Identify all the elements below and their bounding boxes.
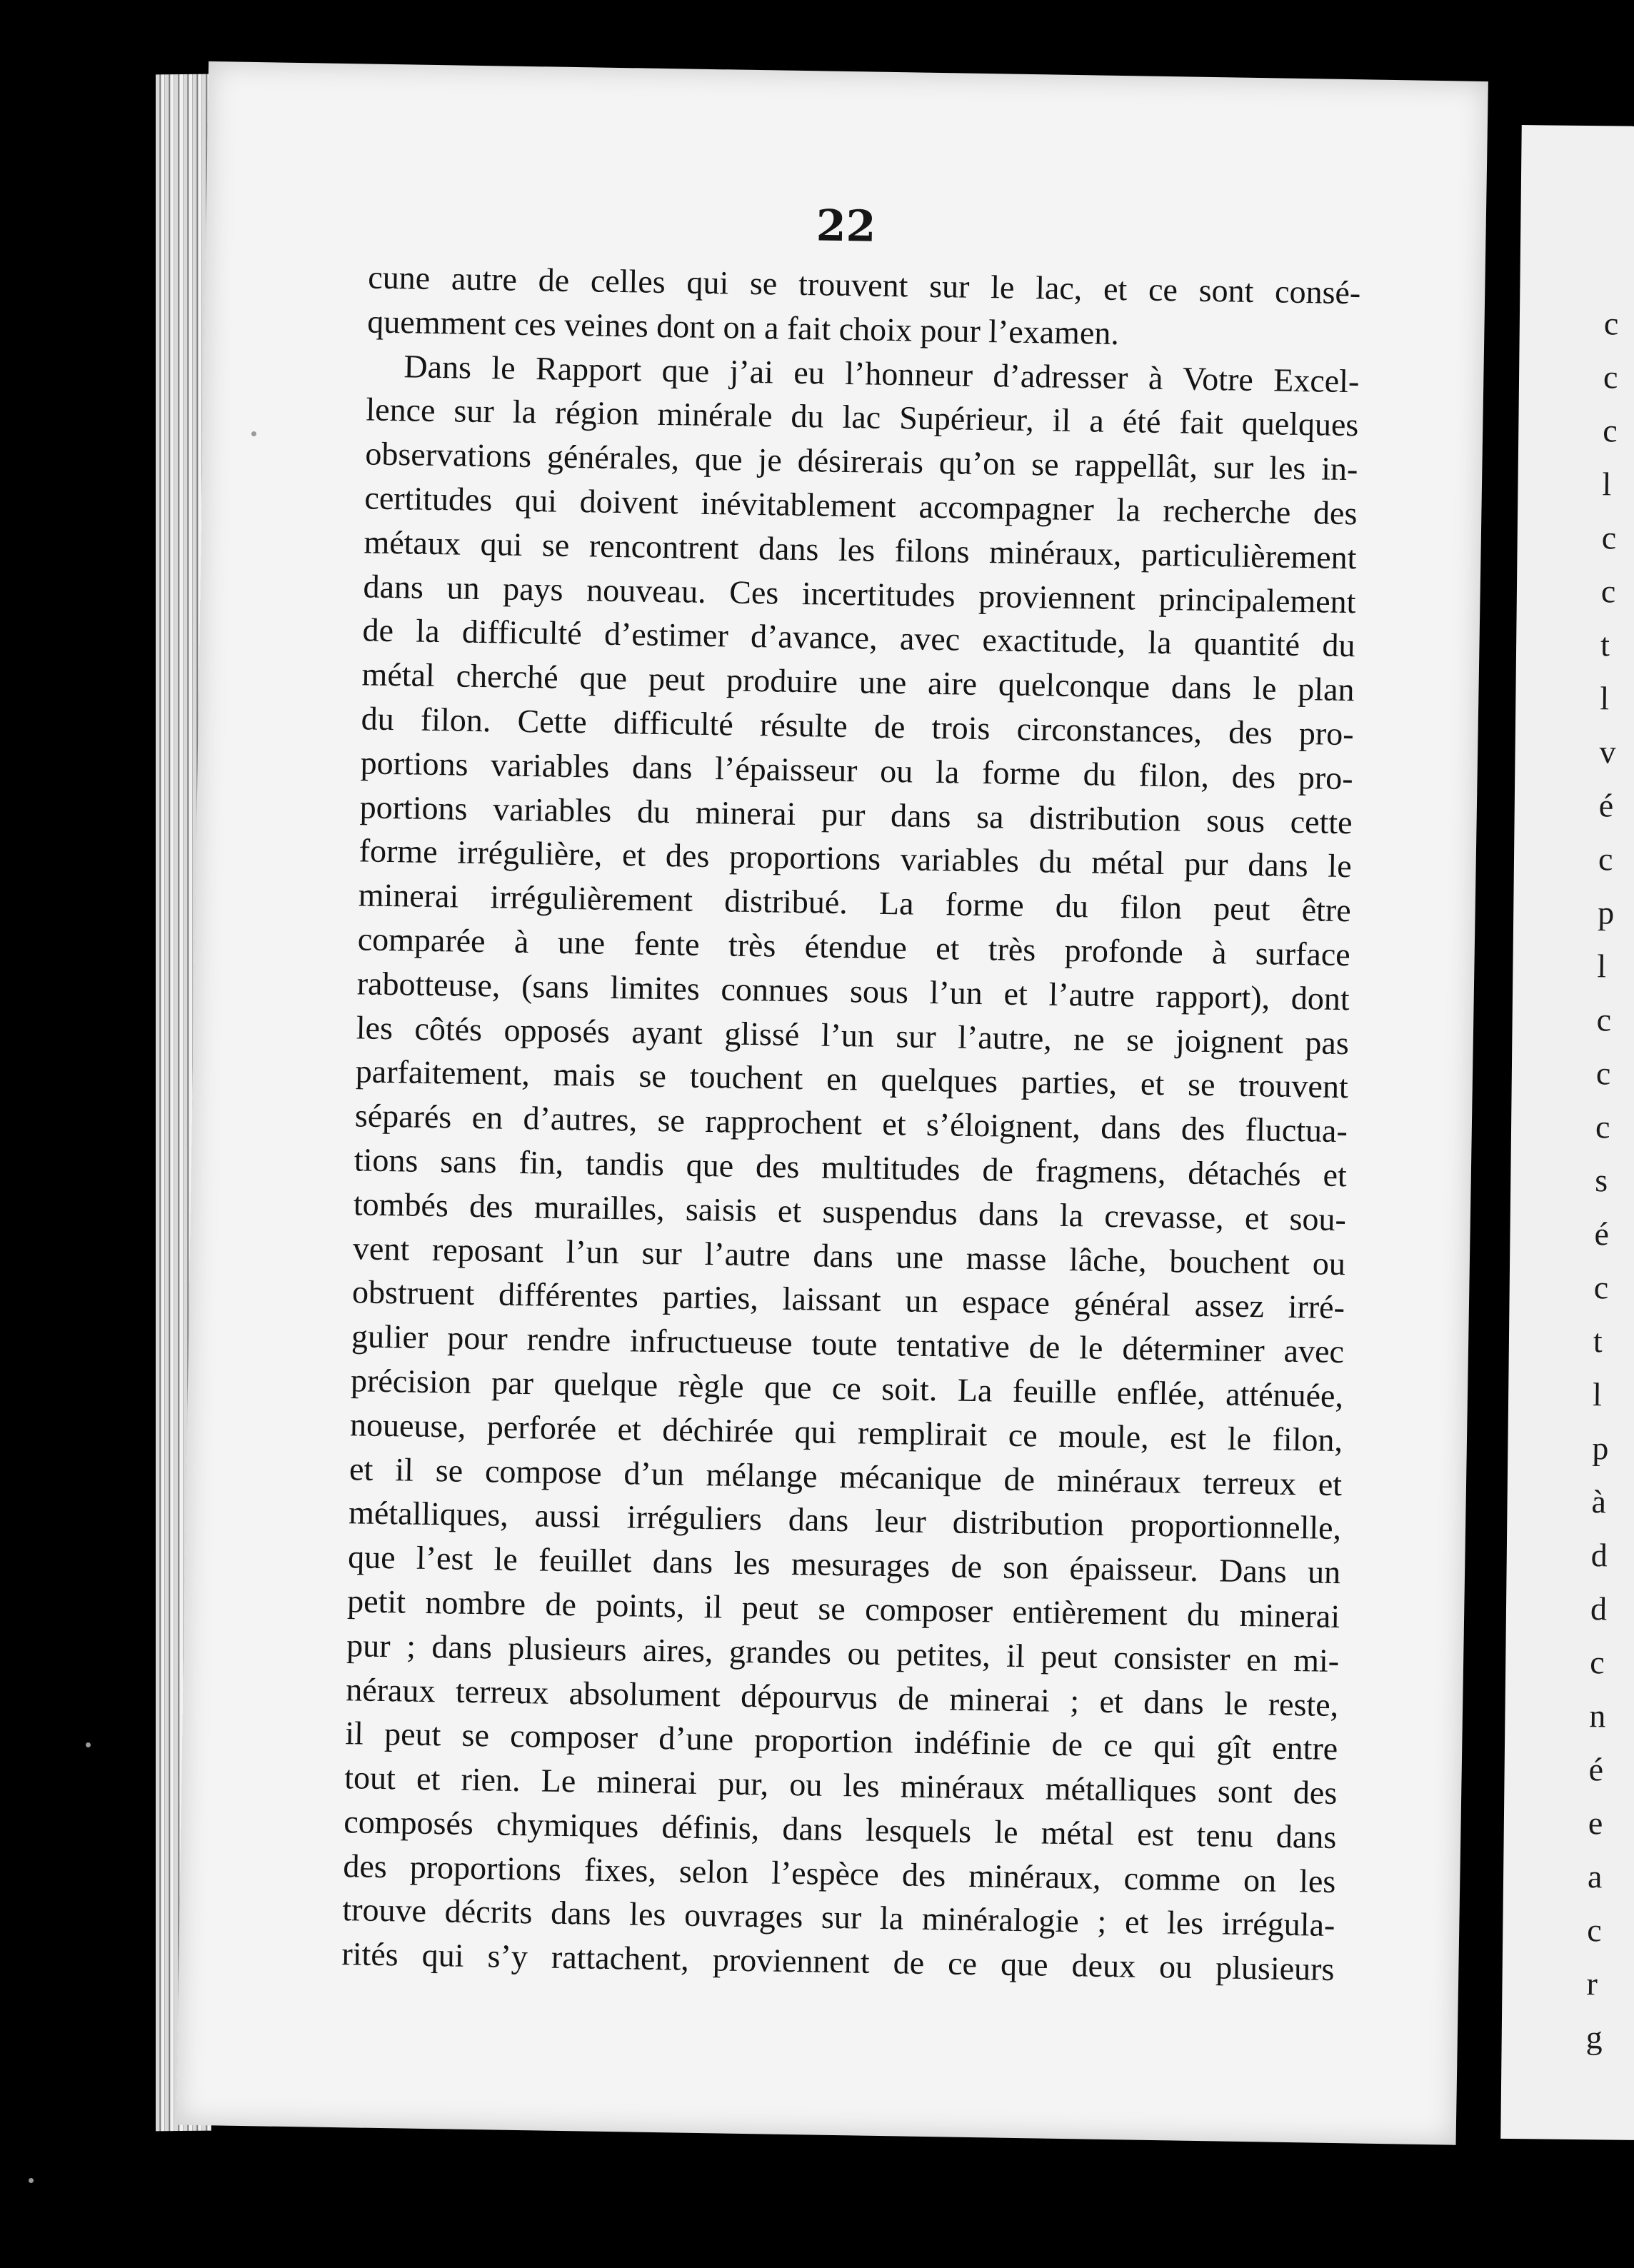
- text-line: et il se compose d’un mélange mécanique de minéraux terreux et: [349, 1450, 1343, 1502]
- text-line: tout et rien. Le minerai pur, ou les minéraux métalliques sont des: [344, 1759, 1338, 1812]
- body-text: [341, 255, 1361, 1992]
- text-line: les côtés opposés ayant glissé l’un sur l’autre, ne se joignent pas: [356, 1008, 1350, 1061]
- facing-page-char: é: [1588, 1751, 1604, 1788]
- facing-page-char: c: [1601, 519, 1617, 556]
- text-line: Dans le Rapport que j’ai eu l’honneur d’adresser à Votre Excel-: [404, 347, 1360, 399]
- facing-page-char: c: [1603, 412, 1618, 449]
- facing-page-char: p: [1597, 894, 1615, 931]
- text-line: des proportions fixes, selon l’espèce des minéraux, comme on les: [343, 1847, 1336, 1900]
- text-line: gulier pour rendre infructueuse toute tentative de le déterminer avec: [351, 1318, 1345, 1370]
- text-line: portions variables dans l’épaisseur ou la forme du filon, des pro-: [360, 744, 1353, 796]
- facing-page-char: n: [1589, 1697, 1606, 1735]
- page-number: 22: [816, 201, 876, 252]
- text-line: pur ; dans plusieurs aires, grandes ou petites, il peut consister en mi-: [346, 1626, 1340, 1679]
- text-line: rités qui s’y rattachent, proviennent de ce que deux ou plusieurs: [341, 1935, 1335, 1988]
- text-line: comparée à une fente très étendue et très profonde à surface: [357, 920, 1351, 973]
- text-line: tions sans fin, tandis que des multitudes de fragmens, détachés et: [354, 1141, 1348, 1194]
- text-line: métal cherché que peut produire une aire quelconque dans le plan: [361, 656, 1355, 708]
- text-line: précision par quelque règle que ce soit. La feuille enflée, atténuée,: [350, 1362, 1344, 1415]
- facing-page-char: v: [1599, 733, 1616, 771]
- text-line: portions variables du minerai pur dans sa distribution sous cette: [359, 788, 1353, 841]
- scan-speck: [86, 1742, 91, 1747]
- facing-page-char: c: [1595, 1108, 1610, 1145]
- text-line: tombés des murailles, saisis et suspendus dans la crevasse, et sou-: [353, 1185, 1347, 1238]
- facing-page-char: d: [1590, 1537, 1608, 1574]
- scan-speck: [29, 2178, 34, 2183]
- facing-page-char: l: [1597, 948, 1607, 985]
- text-line: lence sur la région minérale du lac Supérieur, il a été fait quelques: [366, 391, 1359, 443]
- facing-page-char: l: [1600, 680, 1610, 717]
- scan-speck: [251, 431, 256, 436]
- text-line: observations générales, que je désirerais qu’on se rappellât, sur les in-: [365, 435, 1358, 488]
- facing-page-char: c: [1589, 1644, 1605, 1681]
- facing-page-char: g: [1585, 2019, 1603, 2056]
- text-line: composés chymiques définis, dans lesquels le métal est tenu dans: [344, 1803, 1337, 1855]
- facing-page-char: l: [1592, 1376, 1603, 1413]
- text-line: néraux terreux absolument dépourvus de minerai ; et dans le reste,: [345, 1670, 1339, 1723]
- text-line: rabotteuse, (sans limites connues sous l’un et l’autre rapport), dont: [356, 965, 1350, 1017]
- facing-page-char: p: [1592, 1430, 1609, 1467]
- book-page: [176, 61, 1488, 2145]
- facing-page-char: c: [1593, 1269, 1609, 1306]
- facing-page-char: t: [1593, 1323, 1603, 1360]
- facing-page-char: c: [1598, 841, 1613, 878]
- facing-page-char: d: [1590, 1590, 1608, 1627]
- text-line: petit nombre de points, il peut se composer entièrement du minerai: [346, 1582, 1340, 1635]
- text-line: dans un pays nouveau. Ces incertitudes proviennent principalement: [363, 567, 1356, 620]
- text-line: forme irrégulière, et des proportions variables du métal pur dans le: [359, 832, 1353, 885]
- text-line: du filon. Cette difficulté résulte de trois circonstances, des pro-: [361, 700, 1354, 753]
- text-line: trouve décrits dans les ouvrages sur la minéralogie ; et les irrégula-: [342, 1891, 1335, 1944]
- text-line: vent reposant l’un sur l’autre dans une masse lâche, bouchent ou: [352, 1229, 1346, 1282]
- text-line: métalliques, aussi irréguliers dans leur distribution proportionnelle,: [348, 1494, 1342, 1547]
- facing-page-char: r: [1586, 1965, 1598, 2002]
- facing-page-char: a: [1587, 1858, 1603, 1895]
- facing-page-char: é: [1594, 1215, 1610, 1253]
- facing-page-char: c: [1596, 1001, 1612, 1038]
- facing-page-char: c: [1600, 573, 1616, 610]
- text-line: quemment ces veines dont on a fait choix pour l’examen.: [367, 303, 1120, 351]
- text-line: certitudes qui doivent inévitablement accompagner la recherche des: [364, 479, 1358, 532]
- text-line: séparés en d’autres, se rapprochent et s’éloignent, dans des fluctua-: [354, 1097, 1348, 1150]
- facing-page-char: c: [1603, 358, 1618, 396]
- text-line: parfaitement, mais se touchent en quelques parties, et se trouvent: [355, 1053, 1349, 1105]
- text-line: que l’est le feuillet dans les mesurages de son épaisseur. Dans un: [347, 1538, 1341, 1591]
- facing-page: [1500, 125, 1634, 2140]
- text-line: obstruent différentes parties, laissant un espace général assez irré-: [351, 1273, 1345, 1326]
- facing-page-char: l: [1602, 466, 1612, 503]
- facing-page-char: c: [1603, 305, 1619, 342]
- facing-page-char: é: [1598, 787, 1614, 824]
- facing-page-char: à: [1591, 1483, 1607, 1520]
- text-line: cune autre de celles qui se trouvent sur le lac, et ce sont consé-: [367, 259, 1361, 311]
- text-line: de la difficulté d’estimer d’avance, avec exactitude, la quantité du: [362, 611, 1355, 664]
- facing-page-char: s: [1595, 1162, 1608, 1199]
- facing-page-char: e: [1588, 1805, 1603, 1842]
- facing-page-char: c: [1587, 1912, 1602, 1949]
- text-line: minerai irrégulièrement distribué. La forme du filon peut être: [358, 876, 1352, 929]
- text-line: noueuse, perforée et déchirée qui remplirait ce moule, est le filon,: [349, 1405, 1343, 1458]
- facing-page-char: t: [1600, 626, 1610, 663]
- facing-page-char: c: [1595, 1055, 1611, 1092]
- text-line: il peut se composer d’une proportion indéfinie de ce qui gît entre: [344, 1715, 1338, 1767]
- text-line: métaux qui se rencontrent dans les filons minéraux, particulièrement: [364, 523, 1357, 576]
